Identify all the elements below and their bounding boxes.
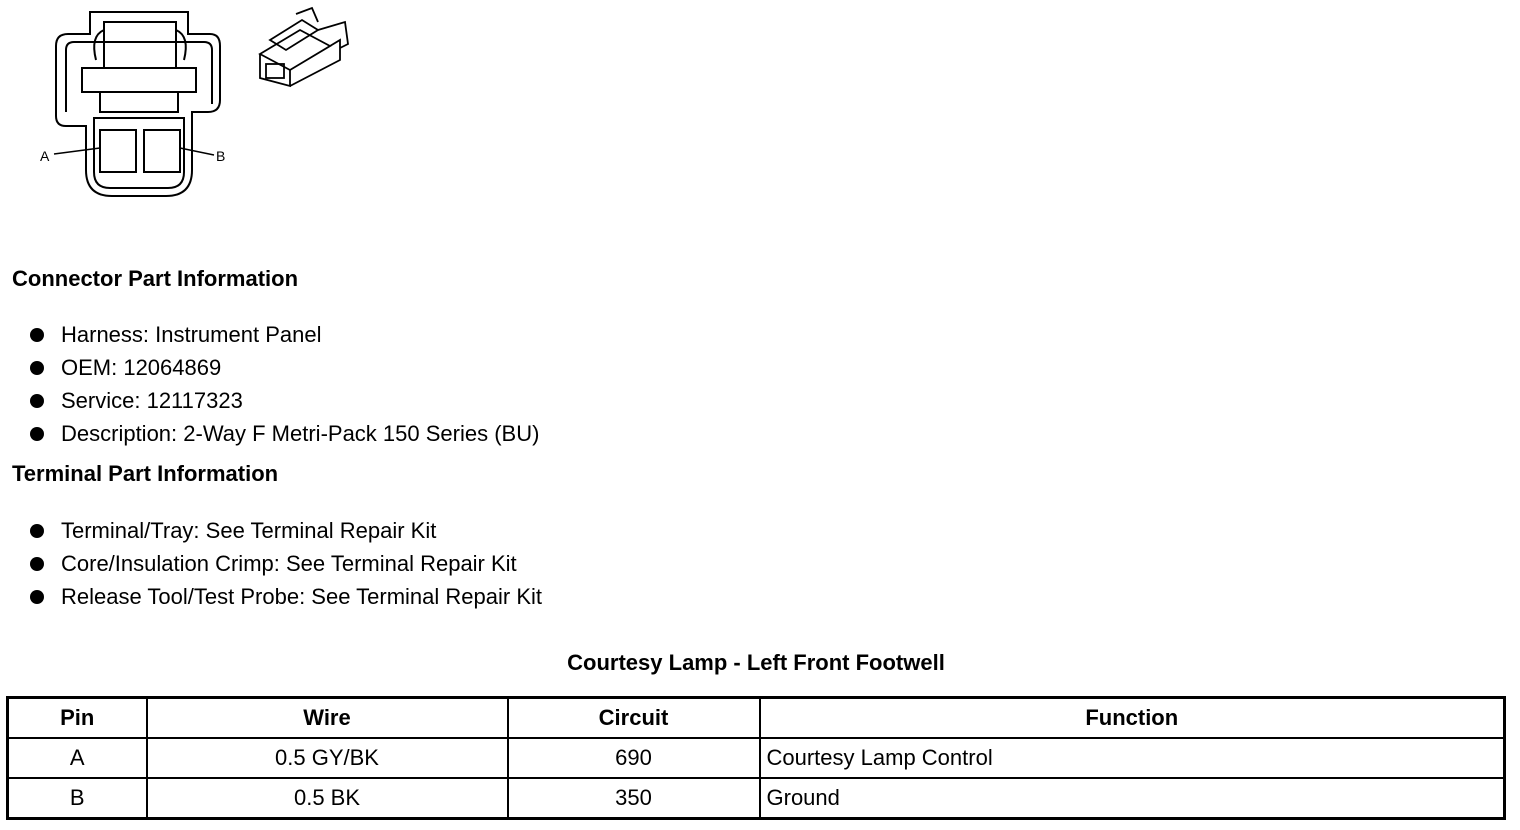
connector-diagram	[0, 0, 380, 210]
connector-part-info-list	[0, 318, 539, 450]
cell-function: Ground	[760, 778, 1505, 819]
terminal-part-info-heading: Terminal Part Information	[12, 461, 279, 486]
list-item: Terminal/Tray: See Terminal Repair Kit	[0, 514, 542, 547]
list-item: Service: 12117323	[0, 384, 539, 417]
list-item: Release Tool/Test Probe: See Terminal Repair Kit	[0, 580, 542, 613]
cell-function: Courtesy Lamp Control	[760, 738, 1505, 778]
table-row	[8, 778, 1505, 819]
cell-pin: B	[8, 778, 147, 819]
cell-wire: 0.5 GY/BK	[147, 738, 508, 778]
header-wire: Wire	[147, 698, 508, 739]
connector-inner-outline	[66, 42, 212, 112]
connector-isometric-view	[260, 8, 348, 86]
list-item: Description: 2-Way F Metri-Pack 150 Series (BU)	[0, 417, 539, 450]
header-circuit: Circuit	[508, 698, 760, 739]
pin-table-title: Courtesy Lamp - Left Front Footwell	[567, 650, 945, 675]
header-pin: Pin	[8, 698, 147, 739]
pin-label-b: B	[216, 148, 226, 164]
latch-tab	[104, 22, 176, 68]
cavity-frame	[94, 118, 184, 188]
table-row	[8, 738, 1505, 778]
table-header-row	[8, 698, 1505, 739]
cavity-b	[144, 130, 180, 172]
pin-label-a: A	[40, 148, 50, 164]
connector-part-info-heading: Connector Part Information	[12, 266, 299, 291]
cavity-a	[100, 130, 136, 172]
cell-circuit: 690	[508, 738, 760, 778]
cell-pin: A	[8, 738, 147, 778]
list-item: Harness: Instrument Panel	[0, 318, 539, 351]
list-item: OEM: 12064869	[0, 351, 539, 384]
list-item: Core/Insulation Crimp: See Terminal Repair Kit	[0, 547, 542, 580]
cell-circuit: 350	[508, 778, 760, 819]
cell-wire: 0.5 BK	[147, 778, 508, 819]
pin-table	[6, 696, 1506, 820]
connector-body-outline	[56, 12, 220, 196]
terminal-part-info-list	[0, 514, 542, 613]
header-function: Function	[760, 698, 1505, 739]
